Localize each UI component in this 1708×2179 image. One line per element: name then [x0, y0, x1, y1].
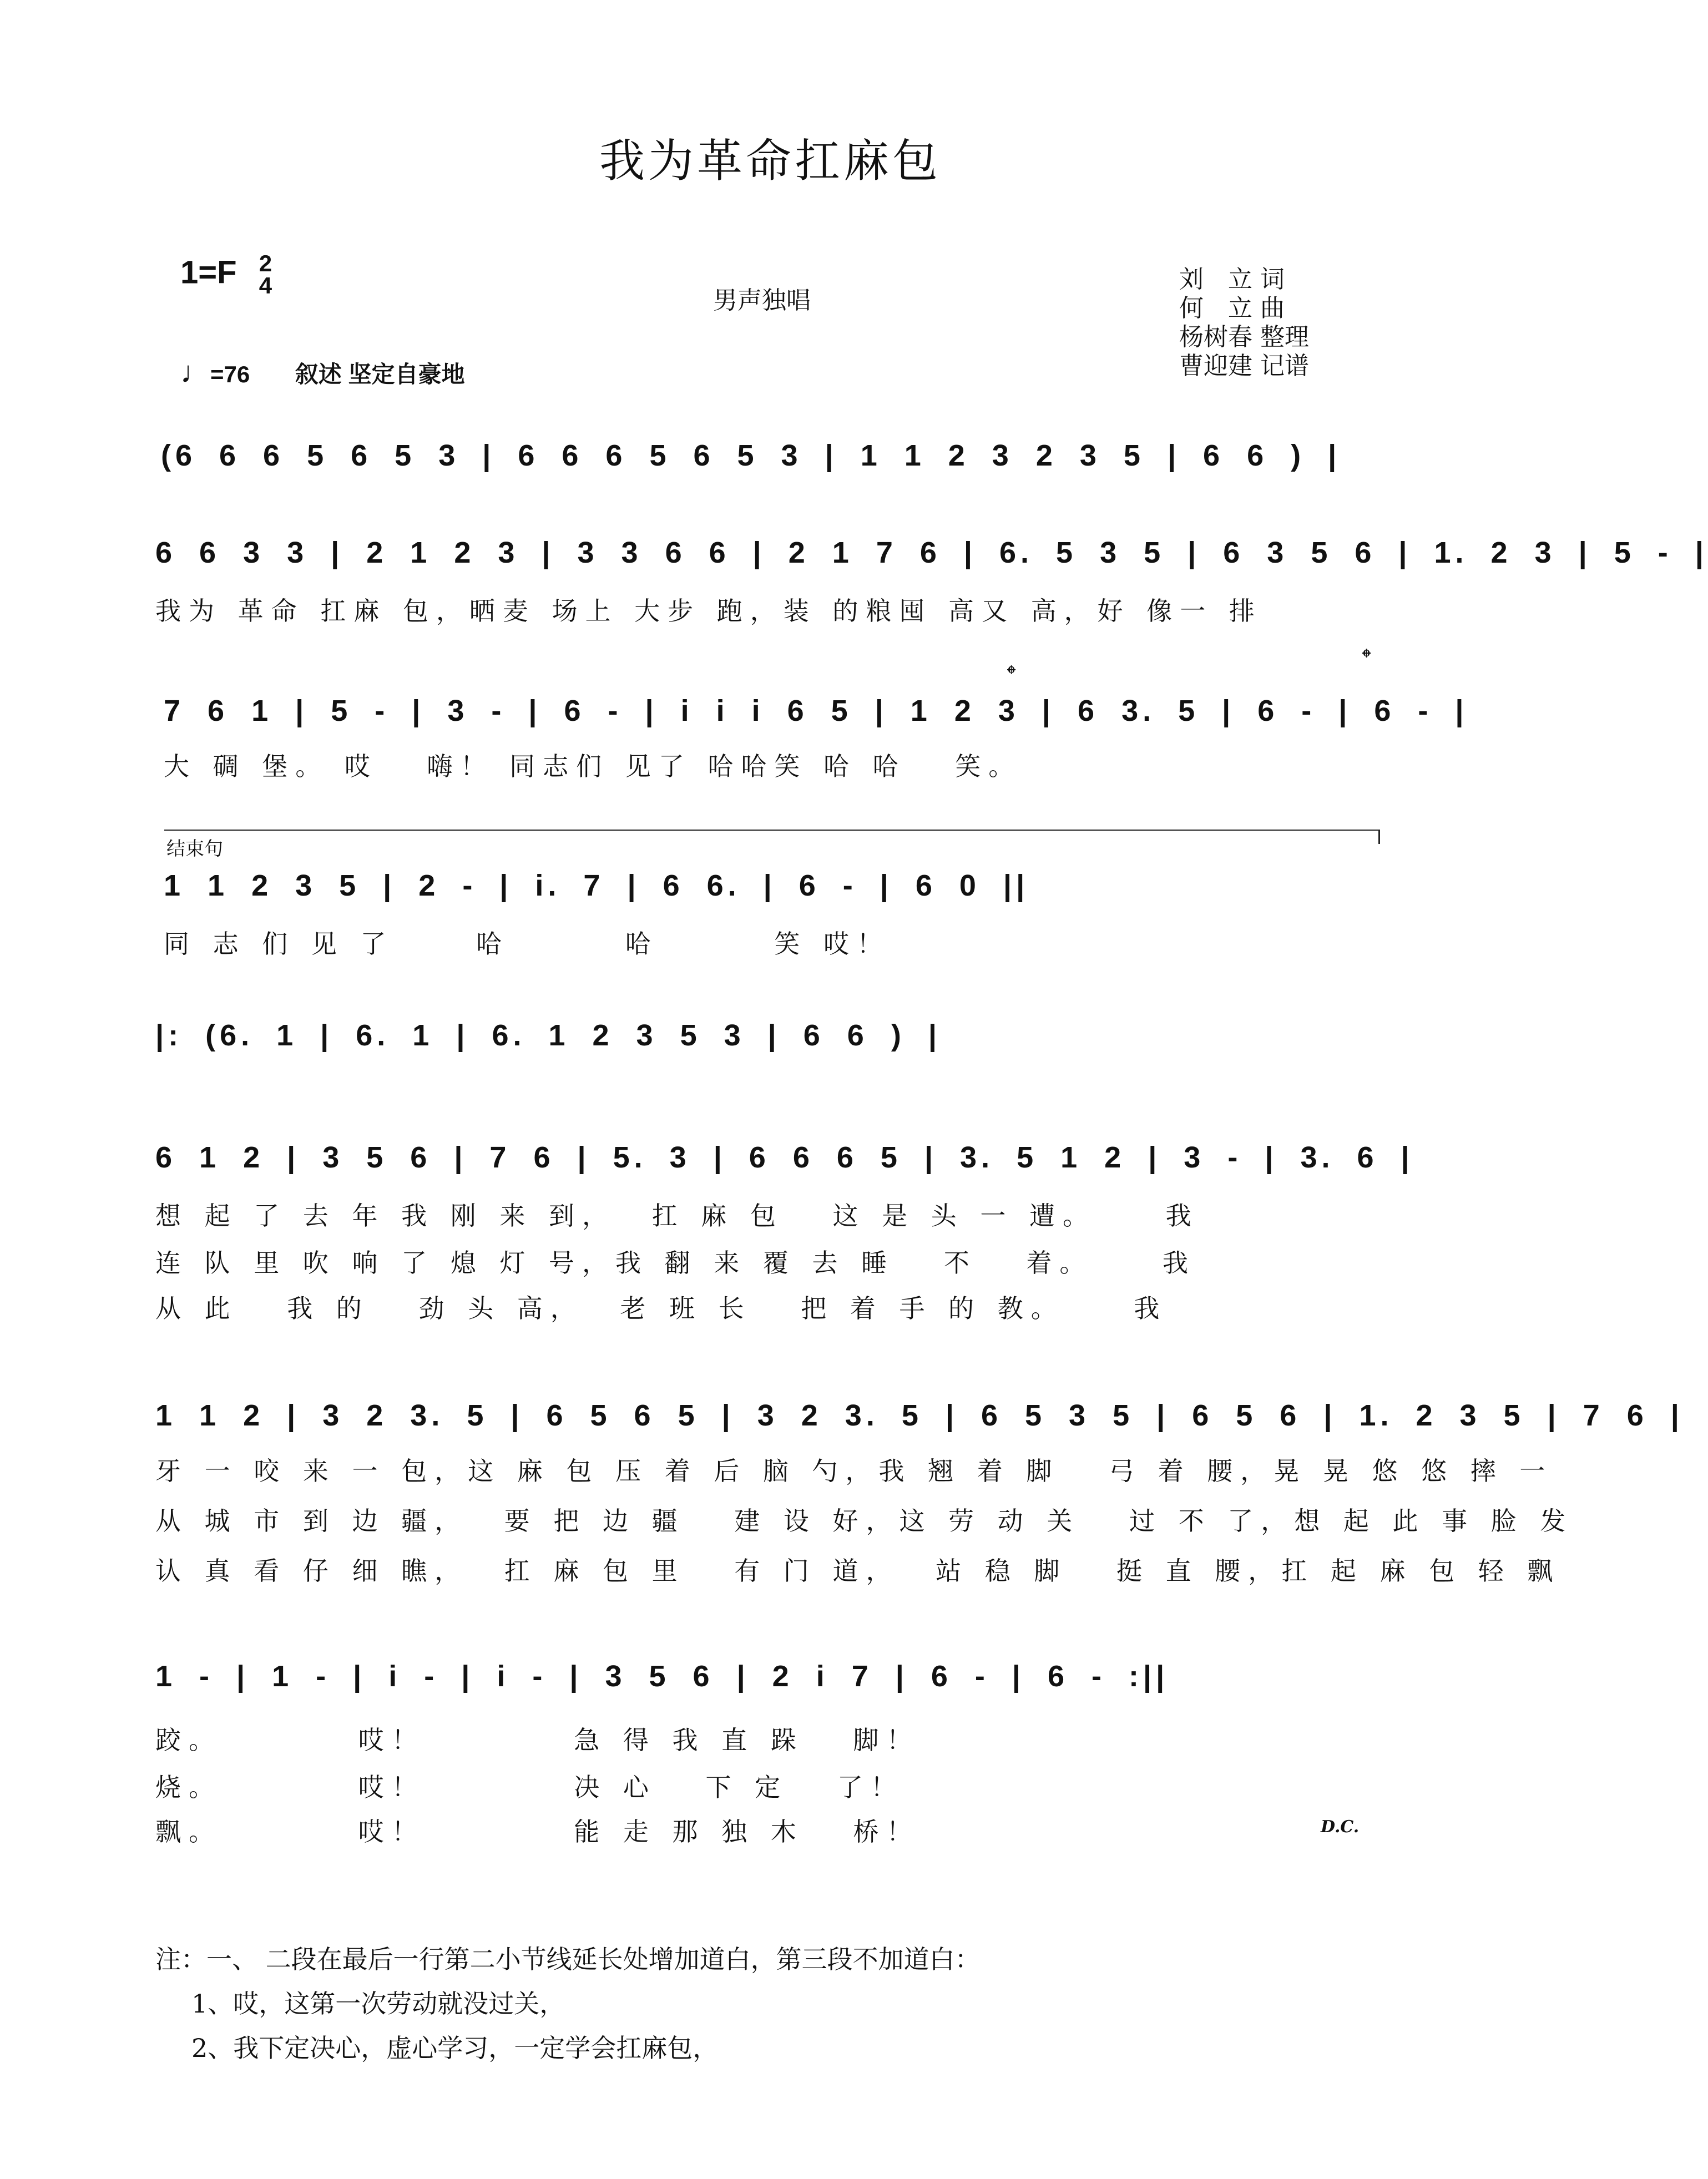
segno-icon: 𝄌 — [1362, 644, 1371, 672]
key-label: 1=F — [180, 254, 237, 291]
time-bottom: 4 — [259, 272, 272, 299]
footnote-line-2: 1、哎，这第一次劳动就没过关， — [191, 1989, 565, 2019]
tempo-marking — [180, 355, 465, 390]
song-title: 我为革命扛麻包 — [599, 135, 941, 188]
key-signature — [180, 252, 272, 297]
tempo-bpm: =76 — [210, 361, 250, 387]
lyrics-verse-a-1: 想 起 了 去 年 我 刚 来 到， 扛 麻 包 这 是 头 一 遭。 我 — [155, 1201, 1199, 1231]
lyrics-row-ending: 同 志 们 见 了 哈 哈 笑 哎！ — [164, 929, 890, 959]
expression-text: 叙述 坚定自豪地 — [295, 361, 465, 387]
lyrics-verse-c-1: 跤。 哎！ 急 得 我 直 跺 脚！ — [155, 1725, 920, 1755]
credits — [1179, 265, 1309, 381]
arranger: 杨树春 整理 — [1179, 323, 1309, 351]
lyrics-verse-b-1: 牙 一 咬 来 一 包，这 麻 包 压 着 后 脑 勺，我 翘 着 脚 弓 着 腰，晃 晃 悠 悠 摔 一 — [155, 1456, 1553, 1486]
ending-bracket-line — [164, 830, 1379, 831]
lyrics-verse-a-2: 连 队 里 吹 响 了 熄 灯 号，我 翻 来 覆 去 睡 不 着。 我 — [155, 1248, 1196, 1278]
notation-row-1: 6 6 3 3 | 2 1 2 3 | 3 3 6 6 | 2 1 7 6 | 6. 5 3 5 | 6 3 5 6 | 1. 2 3 | 5 - | — [155, 536, 1708, 569]
lyricist: 刘 立 词 — [1179, 265, 1285, 294]
notation-row-verse-a: 6 1 2 | 3 5 6 | 7 6 | 5. 3 | 6 6 6 5 | 3. 5 1 2 | 3 - | 3. 6 | — [155, 1141, 1414, 1174]
notation-row-verse-b: 1 1 2 | 3 2 3. 5 | 6 5 6 5 | 3 2 3. 5 | 6 5 3 5 | 6 5 6 | 1. 2 3 5 | 7 6 | — [155, 1399, 1684, 1432]
lyrics-verse-b-3: 认 真 看 仔 细 瞧， 扛 麻 包 里 有 门 道， 站 稳 脚 挺 直 腰，扛 起 麻 包 轻 飘 — [155, 1556, 1561, 1586]
time-top: 2 — [259, 250, 272, 276]
notation-row-verse-c: 1 - | 1 - | i - | i - | 3 5 6 | 2 i 7 | 6 - | 6 - :|| — [155, 1660, 1169, 1693]
notation-row-ending: 1 1 2 3 5 | 2 - | i. 7 | 6 6. | 6 - | 6 0 || — [164, 869, 1029, 902]
lyrics-row-2: 大 碉 堡。 哎 嗨！ 同志们 见了 哈哈笑 哈 哈 笑。 — [164, 751, 1022, 781]
performance-type: 男声独唱 — [713, 286, 811, 315]
transcriber: 曹迎建 记谱 — [1179, 352, 1309, 380]
segno-icon: 𝄌 — [1007, 660, 1016, 689]
dc-marking: D.C. — [1321, 1817, 1360, 1837]
footnote-line-3: 2、我下定决心，虚心学习，一定学会扛麻包， — [191, 2033, 719, 2063]
lyrics-verse-a-3: 从 此 我 的 劲 头 高， 老 班 长 把 着 手 的 教。 我 — [155, 1293, 1168, 1323]
notation-row-interlude: |: (6. 1 | 6. 1 | 6. 1 2 3 5 3 | 6 6 ) | — [155, 1019, 941, 1052]
composer: 何 立 曲 — [1179, 294, 1285, 322]
lyrics-verse-b-2: 从 城 市 到 边 疆， 要 把 边 疆 建 设 好，这 劳 动 关 过 不 了，想 起 此 事 脸 发 — [155, 1506, 1574, 1536]
ending-label: 结束句 — [166, 838, 223, 860]
lyrics-verse-c-2: 烧。 哎！ 决 心 下 定 了！ — [155, 1772, 904, 1802]
quarter-note-icon: ♩ — [180, 356, 210, 389]
lyrics-verse-c-3: 飘。 哎！ 能 走 那 独 木 桥！ — [155, 1817, 920, 1847]
lyrics-row-1: 我为 革命 扛麻 包，晒麦 场上 大步 跑，装 的粮囤 高又 高，好 像一 排 — [155, 596, 1262, 626]
footnote-line-1: 注：一、 二段在最后一行第二小节线延长处增加道白，第三段不加道白： — [155, 1944, 981, 1974]
time-signature — [259, 252, 272, 297]
notation-row-intro: (6 6 6 5 6 5 3 | 6 6 6 5 6 5 3 | 1 1 2 3 2 3 5 | 6 6 ) | — [161, 439, 1341, 472]
ending-bracket-tick — [1378, 830, 1380, 844]
notation-row-2: 7 6 1 | 5 - | 3 - | 6 - | i i i 6 5 | 1 2 3 | 6 3. 5 | 6 - | 6 - | — [164, 694, 1468, 727]
